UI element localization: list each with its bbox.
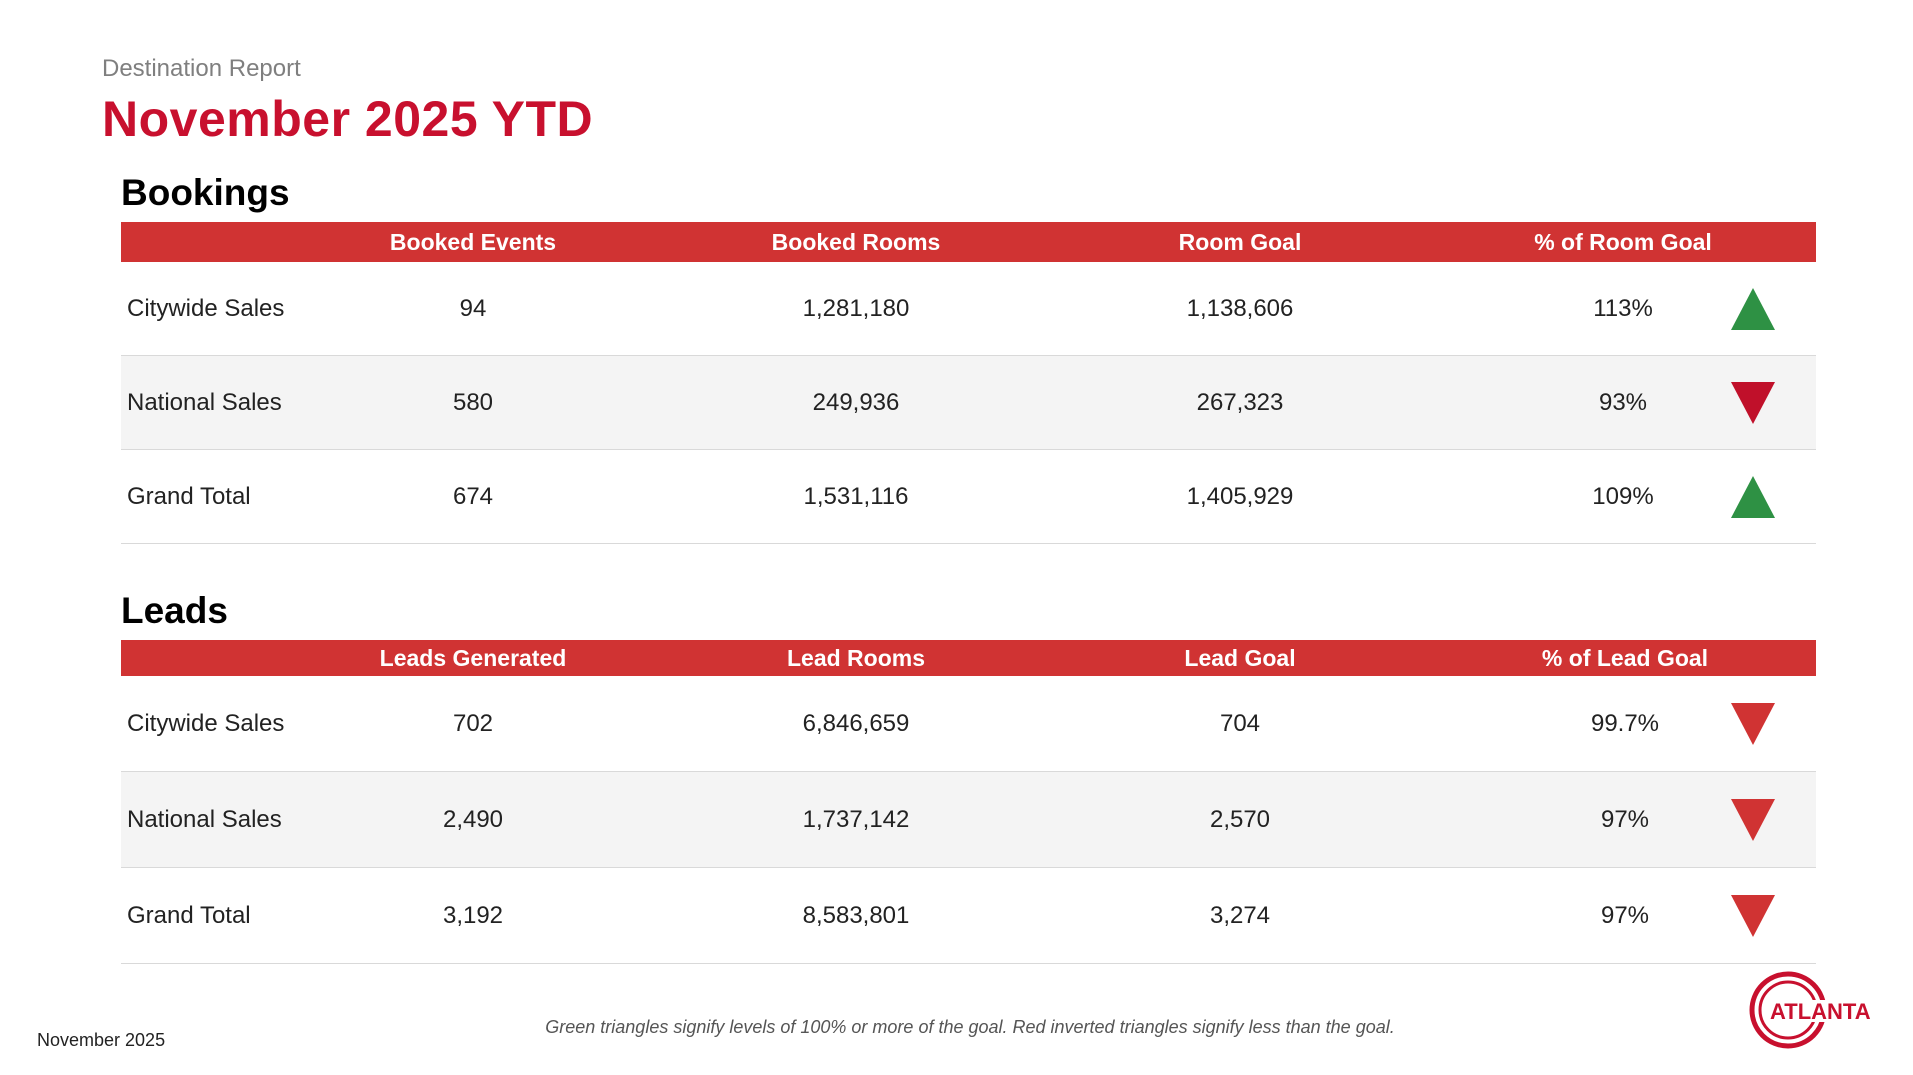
table-cell: 113% — [1593, 294, 1653, 322]
table-cell: 3,192 — [442, 901, 504, 929]
table-cell: 1,531,116 — [803, 482, 909, 510]
table-cell: 1,281,180 — [802, 294, 910, 322]
triangle-down-icon — [1731, 703, 1775, 745]
triangle-up-icon — [1731, 476, 1775, 518]
column-header: % of Room Goal — [1534, 228, 1712, 255]
bookings-heading: Bookings — [121, 172, 290, 213]
table-cell: 97% — [1600, 901, 1650, 929]
svg-text:ATLANTA: ATLANTA — [1770, 999, 1871, 1024]
footer-date: November 2025 — [37, 1030, 166, 1050]
table-cell: 3,274 — [1209, 901, 1271, 929]
atlanta-logo — [1748, 970, 1898, 1050]
table-row — [121, 772, 1816, 868]
table-cell: 93% — [1598, 388, 1648, 416]
table-cell: 674 — [452, 482, 494, 510]
leads-table-header — [121, 640, 1816, 676]
leads-heading: Leads — [121, 590, 228, 631]
table-cell: 704 — [1219, 709, 1261, 737]
table-cell: 6,846,659 — [802, 709, 910, 737]
row-label: Grand Total — [127, 482, 251, 510]
column-header: % of Lead Goal — [1541, 644, 1709, 671]
table-row — [121, 676, 1816, 772]
table-cell: 2,490 — [442, 805, 504, 833]
bookings-table-header — [121, 222, 1816, 262]
column-header: Leads Generated — [379, 644, 567, 671]
column-header: Booked Events — [389, 228, 557, 255]
table-cell: 1,405,929 — [1186, 482, 1294, 510]
table-row — [121, 450, 1816, 544]
table-cell: 2,570 — [1209, 805, 1271, 833]
triangle-down-icon — [1731, 895, 1775, 937]
table-cell: 1,138,606 — [1186, 294, 1294, 322]
table-row — [121, 356, 1816, 450]
table-row — [121, 262, 1816, 356]
row-label: Grand Total — [127, 901, 251, 929]
table-cell: 99.7% — [1590, 709, 1660, 737]
triangle-down-icon — [1731, 382, 1775, 424]
table-cell: 580 — [452, 388, 494, 416]
page-title: November 2025 YTD — [102, 91, 594, 147]
column-header: Booked Rooms — [771, 228, 941, 255]
table-cell: 8,583,801 — [802, 901, 910, 929]
table-cell: 109% — [1592, 482, 1654, 510]
table-cell: 267,323 — [1196, 388, 1284, 416]
table-cell: 702 — [452, 709, 494, 737]
bookings-table — [121, 222, 1816, 544]
table-cell: 249,936 — [812, 388, 900, 416]
column-header: Lead Goal — [1184, 644, 1296, 671]
row-label: National Sales — [127, 805, 282, 833]
row-label: Citywide Sales — [127, 294, 285, 322]
table-cell: 1,737,142 — [802, 805, 910, 833]
footnote: Green triangles signify levels of 100% or more of the goal. Red inverted triangles signify less than the goal. — [545, 1017, 1395, 1037]
table-row — [121, 868, 1816, 964]
row-label: National Sales — [127, 388, 282, 416]
column-header: Room Goal — [1178, 228, 1302, 255]
row-label: Citywide Sales — [127, 709, 285, 737]
column-header: Lead Rooms — [786, 644, 926, 671]
table-cell: 97% — [1600, 805, 1650, 833]
table-cell: 94 — [459, 294, 487, 322]
triangle-down-icon — [1731, 799, 1775, 841]
report-subtitle: Destination Report — [102, 55, 301, 82]
leads-table — [121, 640, 1816, 964]
triangle-up-icon — [1731, 288, 1775, 330]
